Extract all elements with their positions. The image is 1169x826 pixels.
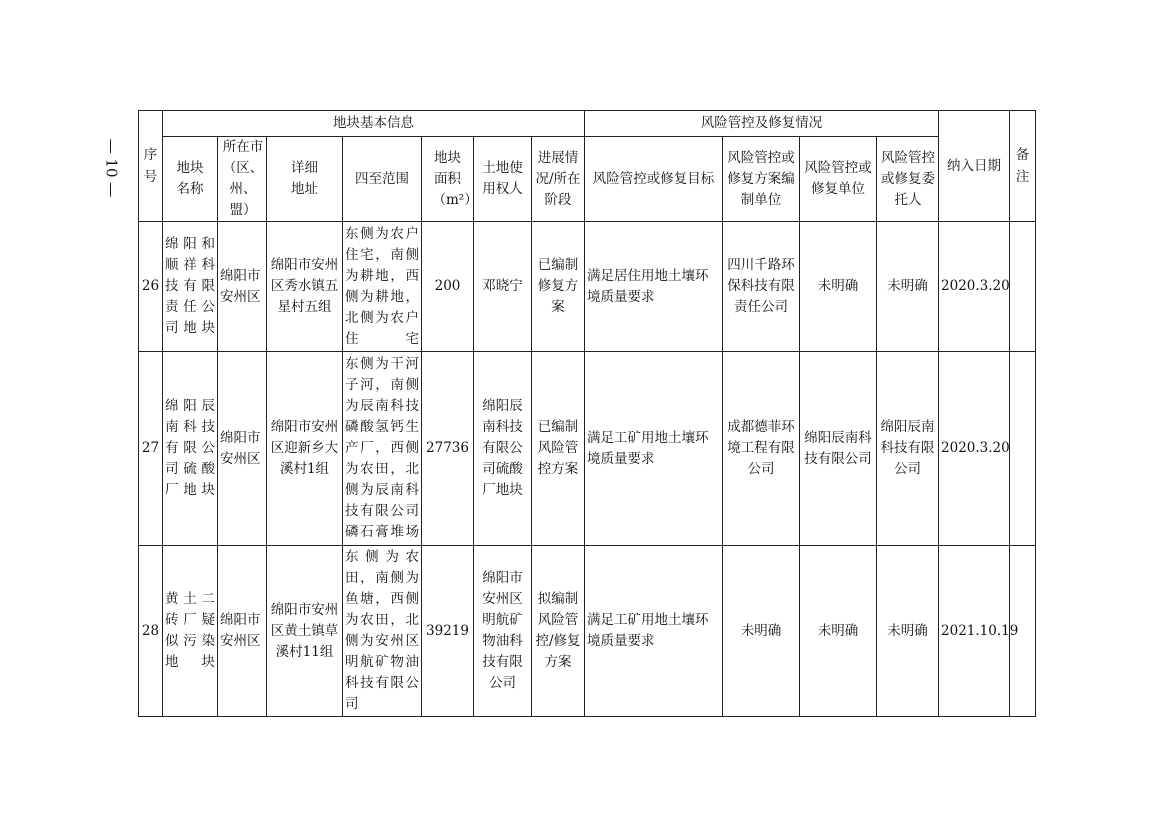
cell-bounds: 东侧为农田，南侧为鱼塘，西侧为农田，北侧为安州区明航矿物油科技有限公司 bbox=[343, 546, 422, 717]
header-name: 地块名称 bbox=[163, 137, 218, 222]
cell-address: 绵阳市安州区黄土镇草溪村11组 bbox=[267, 546, 343, 717]
cell-remark bbox=[1010, 222, 1036, 352]
cell-target: 满足居住用地土壤环境质量要求 bbox=[585, 222, 723, 352]
cell-seq: 28 bbox=[139, 546, 163, 717]
cell-area: 27736 bbox=[422, 352, 474, 546]
header-owner: 土地使用权人 bbox=[474, 137, 532, 222]
page-number: — 10 — bbox=[102, 138, 120, 198]
cell-progress: 已编制修复方案 bbox=[532, 222, 585, 352]
cell-client: 未明确 bbox=[877, 222, 939, 352]
cell-seq: 27 bbox=[139, 352, 163, 546]
cell-repair-unit: 绵阳辰南科技有限公司 bbox=[800, 352, 877, 546]
cell-owner: 绵阳市安州区明航矿物油科技有限公司 bbox=[474, 546, 532, 717]
cell-plan-unit: 四川千路环保科技有限责任公司 bbox=[723, 222, 800, 352]
cell-client: 未明确 bbox=[877, 546, 939, 717]
cell-area: 200 bbox=[422, 222, 474, 352]
header-date: 纳入日期 bbox=[939, 111, 1010, 222]
header-address: 详细地址 bbox=[267, 137, 343, 222]
cell-repair-unit: 未明确 bbox=[800, 222, 877, 352]
cell-target: 满足工矿用地土壤环境质量要求 bbox=[585, 352, 723, 546]
cell-city: 绵阳市安州区 bbox=[218, 352, 267, 546]
cell-city: 绵阳市安州区 bbox=[218, 546, 267, 717]
cell-address: 绵阳市安州区秀水镇五星村五组 bbox=[267, 222, 343, 352]
cell-name: 绵阳和顺祥科技有限责任公司地块 bbox=[163, 222, 218, 352]
header-seq: 序号 bbox=[139, 111, 163, 222]
cell-area: 39219 bbox=[422, 546, 474, 717]
header-city: 所在市（区、州、盟） bbox=[218, 137, 267, 222]
cell-city: 绵阳市安州区 bbox=[218, 222, 267, 352]
cell-progress: 拟编制风险管控/修复方案 bbox=[532, 546, 585, 717]
cell-bounds: 东侧为农户住宅，南侧为耕地，西侧为耕地，北侧为农户住宅 bbox=[343, 222, 422, 352]
cell-owner: 绵阳辰南科技有限公司硫酸厂地块 bbox=[474, 352, 532, 546]
header-remark: 备注 bbox=[1010, 111, 1036, 222]
header-target: 风险管控或修复目标 bbox=[585, 137, 723, 222]
table-row bbox=[139, 222, 1036, 352]
cell-plan-unit: 未明确 bbox=[723, 546, 800, 717]
table-row bbox=[139, 352, 1036, 546]
cell-seq: 26 bbox=[139, 222, 163, 352]
cell-plan-unit: 成都德菲环境工程有限公司 bbox=[723, 352, 800, 546]
header-area: 地块面积（m²） bbox=[422, 137, 474, 222]
cell-repair-unit: 未明确 bbox=[800, 546, 877, 717]
header-plan-unit: 风险管控或修复方案编制单位 bbox=[723, 137, 800, 222]
header-bounds: 四至范围 bbox=[343, 137, 422, 222]
cell-address: 绵阳市安州区迎新乡大溪村1组 bbox=[267, 352, 343, 546]
cell-bounds: 东侧为干河子河，南侧为辰南科技磷酸氢钙生产厂，西侧为农田，北侧为辰南科技有限公司磷石膏堆场 bbox=[343, 352, 422, 546]
header-group-risk: 风险管控及修复情况 bbox=[585, 111, 939, 137]
cell-owner: 邓晓宁 bbox=[474, 222, 532, 352]
header-progress: 进展情况/所在阶段 bbox=[532, 137, 585, 222]
cell-target: 满足工矿用地土壤环境质量要求 bbox=[585, 546, 723, 717]
cell-progress: 已编制风险管控方案 bbox=[532, 352, 585, 546]
cell-date: 2020.3.20 bbox=[939, 352, 1010, 546]
header-repair-unit: 风险管控或修复单位 bbox=[800, 137, 877, 222]
cell-date: 2020.3.20 bbox=[939, 222, 1010, 352]
header-client: 风险管控或修复委托人 bbox=[877, 137, 939, 222]
cell-remark bbox=[1010, 352, 1036, 546]
cell-date: 2021.10.19 bbox=[939, 546, 1010, 717]
cell-name: 黄土二砖厂疑似污染地块 bbox=[163, 546, 218, 717]
table-row bbox=[139, 546, 1036, 717]
header-group-basic: 地块基本信息 bbox=[163, 111, 585, 137]
cell-client: 绵阳辰南科技有限公司 bbox=[877, 352, 939, 546]
contaminated-sites-table bbox=[138, 110, 1036, 717]
cell-name: 绵阳辰南科技有限公司硫酸厂地块 bbox=[163, 352, 218, 546]
